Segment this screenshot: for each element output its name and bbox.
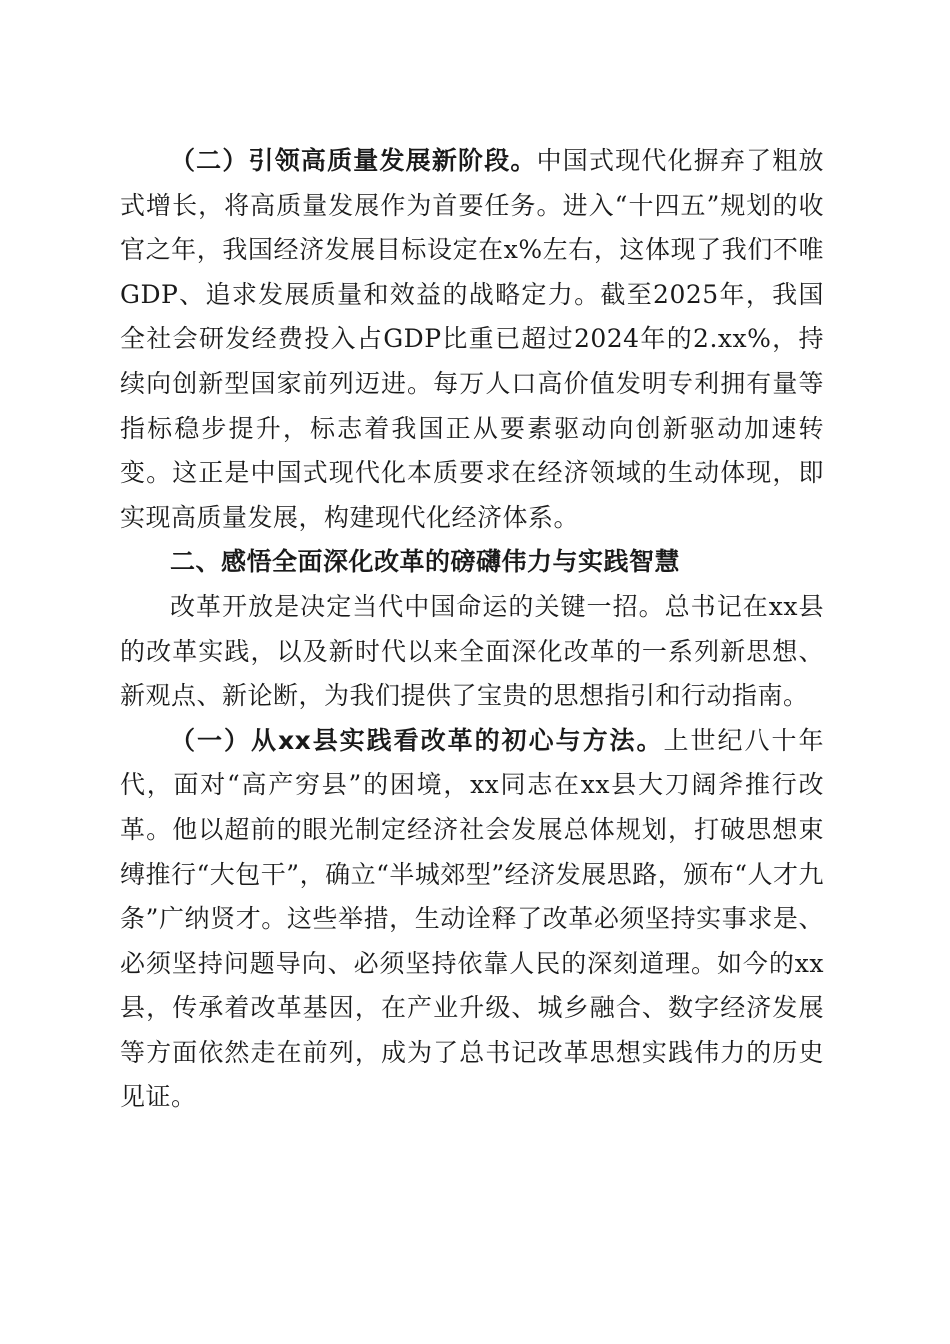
paragraph-section-two-one bbox=[120, 139, 824, 540]
paragraph-section-one bbox=[120, 719, 824, 1120]
paragraph-lead: （二）引领高质量发展新阶段。 bbox=[170, 146, 537, 175]
paragraph-text: 中国式现代化摒弃了粗放式增长，将高质量发展作为首要任务。进入“十四五”规划的收官之年，我国经济发展目标设定在x%左右，这体现了我们不唯GDP、追求发展质量和效益的战略定力。截至2025年，我国全社会研发经费投入占GDP比重已超过2024年的2.xx%，持续向创新型国家前列迈进。每万人口高价值发明专利拥有量等指标稳步提升，标志着我国正从要素驱动向创新驱动加速转变。这正是中国式现代化本质要求在经济领域的生动体现，即实现高质量发展，构建现代化经济体系。 bbox=[120, 146, 824, 532]
document-body bbox=[120, 139, 824, 1120]
paragraph-intro: 改革开放是决定当代中国命运的关键一招。总书记在xx县的改革实践，以及新时代以来全面深化改革的一系列新思想、新观点、新论断，为我们提供了宝贵的思想指引和行动指南。 bbox=[120, 591, 824, 711]
section-heading: 二、感悟全面深化改革的磅礴伟力与实践智慧 bbox=[170, 547, 681, 577]
paragraph-lead: （一）从xx县实践看改革的初心与方法。 bbox=[170, 725, 664, 755]
paragraph-text: 上世纪八十年代，面对“高产穷县”的困境，xx同志在xx县大刀阔斧推行改革。他以超前的眼光制定经济社会发展总体规划，打破思想束缚推行“大包干”，确立“半城郊型”经济发展思路，颁布“人才九条”广纳贤才。这些举措，生动诠释了改革必须坚持实事求是、必须坚持问题导向、必须坚持依靠人民的深刻道理。如今的xx县，传承着改革基因，在产业升级、城乡融合、数字经济发展等方面依然走在前列，成为了总书记改革思想实践伟力的历史见证。 bbox=[120, 725, 824, 1112]
